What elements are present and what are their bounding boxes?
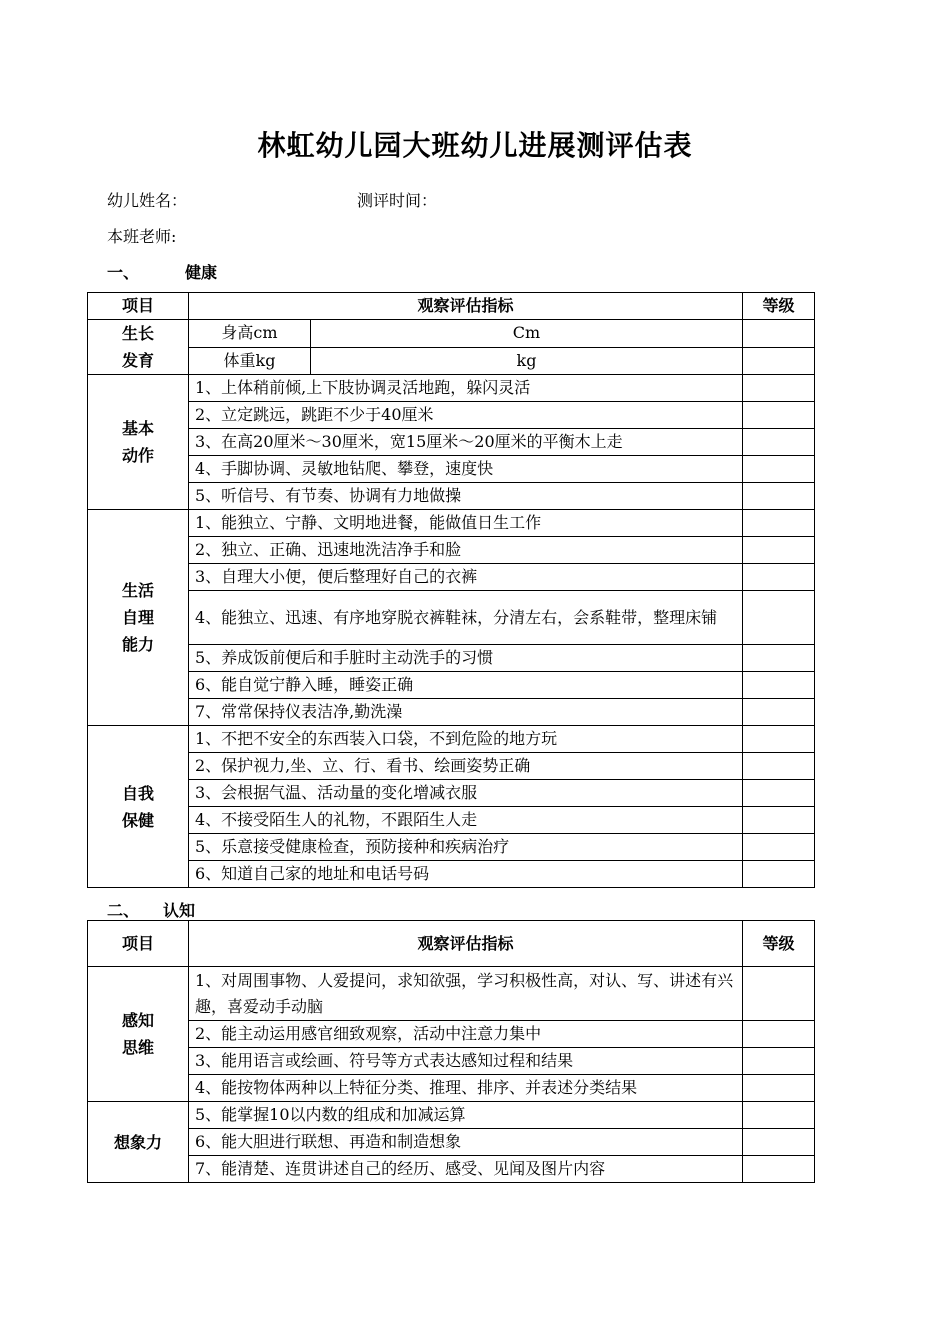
table-row	[88, 483, 815, 510]
cognition-header-row	[88, 921, 815, 967]
grade-cell[interactable]	[743, 834, 815, 861]
indicator-text: 3、在高20厘米～30厘米，宽15厘米～20厘米的平衡木上走	[189, 429, 743, 456]
category-perception-thinking: 感知 思维	[88, 967, 189, 1102]
indicator-text: 3、能用语言或绘画、符号等方式表达感知过程和结果	[189, 1048, 743, 1075]
table-row	[88, 807, 815, 834]
indicator-text: 2、立定跳远，跳距不少于40厘米	[189, 402, 743, 429]
indicator-text: 5、听信号、有节奏、协调有力地做操	[189, 483, 743, 510]
growth-label: 身高cm	[189, 320, 311, 348]
health-table	[87, 292, 815, 888]
grade-cell[interactable]	[743, 320, 815, 348]
grade-cell[interactable]	[743, 780, 815, 807]
grade-cell[interactable]	[743, 807, 815, 834]
table-row	[88, 402, 815, 429]
grade-cell[interactable]	[743, 1129, 815, 1156]
indicator-text: 6、能自觉宁静入睡，睡姿正确	[189, 672, 743, 699]
indicator-text: 7、常常保持仪表洁净,勤洗澡	[189, 699, 743, 726]
table-row	[88, 1129, 815, 1156]
grade-cell[interactable]	[743, 672, 815, 699]
grade-cell[interactable]	[743, 645, 815, 672]
table-row	[88, 699, 815, 726]
grade-cell[interactable]	[743, 1048, 815, 1075]
grade-cell[interactable]	[743, 967, 815, 1021]
cognition-table	[87, 920, 815, 1183]
indicator-text: 4、手脚协调、灵敏地钻爬、攀登，速度快	[189, 456, 743, 483]
table-row	[88, 429, 815, 456]
table-row	[88, 726, 815, 753]
indicator-text: 3、自理大小便，便后整理好自己的衣裤	[189, 564, 743, 591]
category-basic-movement: 基本 动作	[88, 375, 189, 510]
grade-cell[interactable]	[743, 1021, 815, 1048]
indicator-text: 1、对周围事物、人爱提问，求知欲强，学习积极性高，对认、写、讲述有兴趣，喜爱动手动脑	[189, 967, 743, 1021]
grade-cell[interactable]	[743, 402, 815, 429]
indicator-text: 4、能按物体两种以上特征分类、推理、排序、并表述分类结果	[189, 1075, 743, 1102]
section1-name: 健康	[185, 263, 218, 282]
section2-number: 二、	[107, 901, 140, 920]
page-title: 林虹幼儿园大班幼儿进展测评估表	[257, 129, 693, 162]
grade-cell[interactable]	[743, 456, 815, 483]
indicator-text: 2、保护视力,坐、立、行、看书、绘画姿势正确	[189, 753, 743, 780]
health-header-row	[88, 293, 815, 320]
table-row	[88, 456, 815, 483]
table-row	[88, 1156, 815, 1183]
grade-cell[interactable]	[743, 483, 815, 510]
indicator-text: 5、养成饭前便后和手脏时主动洗手的习惯	[189, 645, 743, 672]
indicator-text: 7、能清楚、连贯讲述自己的经历、感受、见闻及图片内容	[189, 1156, 743, 1183]
section1-number: 一、	[107, 263, 140, 282]
indicator-text: 4、能独立、迅速、有序地穿脱衣裤鞋袜，分清左右，会系鞋带，整理床铺	[189, 591, 743, 645]
grade-cell[interactable]	[743, 1075, 815, 1102]
grade-cell[interactable]	[743, 1156, 815, 1183]
grade-cell[interactable]	[743, 429, 815, 456]
table-row	[88, 375, 815, 402]
indicator-text: 5、能掌握10以内数的组成和加减运算	[189, 1102, 743, 1129]
table-row	[88, 1048, 815, 1075]
indicator-text: 1、不把不安全的东西装入口袋，不到危险的地方玩	[189, 726, 743, 753]
grade-cell[interactable]	[743, 861, 815, 888]
header-grade: 等级	[743, 293, 815, 320]
table-row	[88, 537, 815, 564]
indicator-text: 2、能主动运用感官细致观察，活动中注意力集中	[189, 1021, 743, 1048]
table-row	[88, 645, 815, 672]
teacher-label: 本班老师:	[107, 227, 177, 246]
indicator-text: 3、会根据气温、活动量的变化增减衣服	[189, 780, 743, 807]
table-row	[88, 1075, 815, 1102]
indicator-text: 1、能独立、宁静、文明地进餐，能做值日生工作	[189, 510, 743, 537]
table-row	[88, 1102, 815, 1129]
indicator-text: 2、独立、正确、迅速地洗洁净手和脸	[189, 537, 743, 564]
child-name-label: 幼儿姓名：	[107, 191, 188, 210]
growth-label: 体重kg	[189, 347, 311, 375]
table-row	[88, 834, 815, 861]
category-imagination: 想象力	[88, 1102, 189, 1183]
growth-unit: kg	[311, 347, 743, 375]
indicator-text: 6、知道自己家的地址和电话号码	[189, 861, 743, 888]
growth-unit: Cm	[311, 320, 743, 348]
grade-cell[interactable]	[743, 726, 815, 753]
section1-heading	[107, 260, 217, 283]
grade-cell[interactable]	[743, 537, 815, 564]
table-row	[88, 1021, 815, 1048]
growth-row-weight	[88, 347, 815, 375]
grade-cell[interactable]	[743, 591, 815, 645]
category-self-health: 自我 保健	[88, 726, 189, 888]
grade-cell[interactable]	[743, 375, 815, 402]
grade-cell[interactable]	[743, 564, 815, 591]
growth-row-height	[88, 320, 815, 348]
indicator-text: 1、上体稍前倾,上下肢协调灵活地跑，躲闪灵活	[189, 375, 743, 402]
header-indicator: 观察评估指标	[189, 921, 743, 967]
table-row	[88, 967, 815, 1021]
category-growth: 生长 发育	[88, 320, 189, 375]
grade-cell[interactable]	[743, 753, 815, 780]
grade-cell[interactable]	[743, 510, 815, 537]
header-item: 项目	[88, 921, 189, 967]
grade-cell[interactable]	[743, 699, 815, 726]
table-row	[88, 753, 815, 780]
table-row	[88, 591, 815, 645]
header-grade: 等级	[743, 921, 815, 967]
indicator-text: 5、乐意接受健康检查，预防接种和疾病治疗	[189, 834, 743, 861]
grade-cell[interactable]	[743, 347, 815, 375]
table-row	[88, 564, 815, 591]
section2-heading	[107, 898, 195, 921]
table-row	[88, 861, 815, 888]
indicator-text: 6、能大胆进行联想、再造和制造想象	[189, 1129, 743, 1156]
header-item: 项目	[88, 293, 189, 320]
category-self-care: 生活 自理 能力	[88, 510, 189, 726]
grade-cell[interactable]	[743, 1102, 815, 1129]
table-row	[88, 780, 815, 807]
header-indicator: 观察评估指标	[189, 293, 743, 320]
table-row	[88, 672, 815, 699]
section2-name: 认知	[163, 901, 196, 920]
table-row	[88, 510, 815, 537]
eval-time-label: 测评时间：	[357, 191, 438, 210]
indicator-text: 4、不接受陌生人的礼物，不跟陌生人走	[189, 807, 743, 834]
